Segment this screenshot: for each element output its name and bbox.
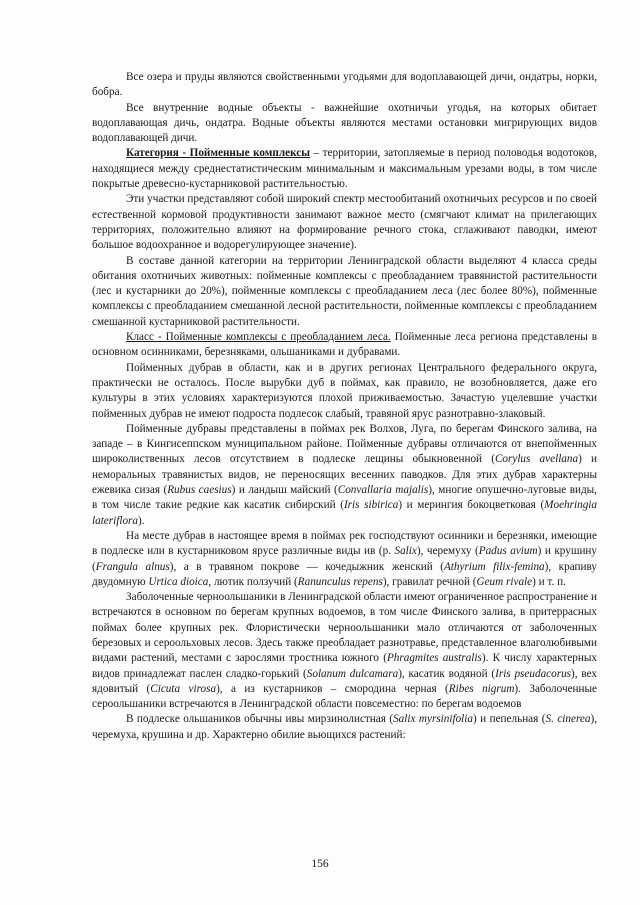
text-run: На месте дубрав в настоящее время в поймах рек господствуют осинники и березняки, имеющие в подлеске или в кустарниковом ярусе различные виды ив (р. — [92, 529, 597, 558]
species-name: Geum rivale — [476, 575, 533, 588]
text-run: ), вех ядовитый ( — [92, 667, 597, 695]
species-name: Phragmites australis — [386, 652, 482, 665]
paragraph — [92, 330, 597, 361]
text-run: Пойменные дубравы представлены в поймах рек Волхов, Луга, по берегам Финского залива, на западе – в Кингисеппском муниципальном районе. Пойменные дубравы отличаются от внепойменных широколиственных лесов отсутствием в подлеске лещины обыкновенной ( — [92, 422, 597, 466]
text-run: ) и т. п. — [532, 575, 566, 588]
species-name: Iris sibirica — [343, 499, 399, 512]
text-run: ) и неморальных травянистых видов, не переносящих весенних паводков. Для этих дубрав характерны ежевика сизая ( — [92, 453, 597, 497]
paragraph — [92, 192, 597, 253]
text-run: ). Заболоченные сероольшаники встречаются в Ленинградской области повсеместно: по берегам водоемов — [92, 682, 597, 711]
paragraph — [92, 712, 597, 743]
text-run: ), гравилат речной ( — [382, 575, 477, 588]
text-run: Пойменных дубрав в области, как и в других регионах Центрального федерального округа, практически не осталось. После вырубки дуб в поймах, как правило, не возобновляется, даже его культуры в этих условиях характеризуются плохой приживаемостью. Зачастую уцелевшие участки пойменных дубрав не имеют подроста подлесок слабый, травяной ярус разнотравно-злаковый. — [92, 361, 597, 420]
paragraph — [92, 70, 597, 101]
text-run: Все озера и пруды являются свойственными угодьями для водоплавающей дичи, ондатры, норки, бобра. — [92, 71, 597, 99]
species-name: S. cinerea — [545, 713, 591, 726]
species-name: Convallaria majalis — [337, 484, 429, 497]
text-run: ) и крушину ( — [92, 545, 598, 573]
species-name: Solanum dulcamara — [306, 667, 399, 680]
paragraph — [92, 590, 597, 712]
text-run: В составе данной категории на территории Ленинградской области выделяют 4 класса среды обитания охотничьих животных: пойменные комплексы с преобладанием травянистой растительности (лес и кустарники до 20%), пойменные комплексы с преобладанием леса (лес более 80%), пойменные комплексы с преобладанием смешанной лесной растительности, пойменные комплексы с преобладанием смешанной кустарниковой растительности. — [92, 254, 597, 328]
page-number: 156 — [311, 858, 329, 870]
text-run: ). — [138, 514, 145, 527]
species-name: Ranunculus repens — [297, 575, 383, 588]
text-run: Эти участки представляют собой широкий спектр местообитаний охотничьих ресурсов и по своей естественной кормовой продуктивности занимают важное место (смягчают климат на прилегающих территориях, положительно влияют на формирование речного стока, сглаживают паводки, имеют большое водоохранное и водорегулирующее значение). — [92, 193, 597, 252]
species-name: Rubus caesius — [167, 484, 232, 497]
text-run: ). К числу характерных видов принадлежат паслен сладко-горький ( — [92, 652, 597, 680]
text-run: ) и ландыш майский ( — [231, 484, 338, 497]
species-name: Athyrium filix-femina — [443, 560, 545, 573]
text-run: ), черемуха, крушина и др. Характерно обилие вьющихся растений: — [92, 713, 597, 741]
class-heading: Класс - Пойменные комплексы с преобладанием леса. — [126, 331, 391, 344]
text-run: В подлеске ольшаников обычны ивы мирзинолистная ( — [126, 713, 394, 726]
species-name: Iris pseudacorus — [495, 667, 572, 680]
text-run: ) и мерингия бокоцветковая ( — [398, 499, 545, 512]
text-run: ), крапиву двудомную — [92, 560, 597, 588]
category-heading: Категория - Пойменные комплексы — [126, 147, 310, 160]
text-run: ), а в травяном покрове — кочедыжник женский ( — [169, 560, 444, 573]
species-name: Salix myrsinifolia — [393, 713, 473, 726]
species-name: Ribes nigrum — [448, 682, 515, 695]
species-name: Salix — [394, 545, 417, 558]
page-body — [92, 70, 597, 743]
paragraph — [92, 146, 597, 192]
paragraph — [92, 254, 597, 330]
text-run: , лютик ползучий ( — [208, 575, 298, 588]
text-run: ), черемуху ( — [416, 545, 479, 558]
species-name: Frangula alnus — [95, 560, 170, 573]
text-run: Все внутренние водные объекты - важнейшие охотничьи угодья, на которых обитает водоплавающая дичь, ондатра. Водные объекты являются местами остановки мигрирующих видов водоплавающей дичи. — [92, 101, 597, 145]
species-name: Cicuta virosa — [150, 682, 217, 695]
species-name: Urtica dioica — [148, 575, 209, 588]
species-name: Moehringia lateriflora — [92, 499, 597, 527]
text-run: ) и пепельная ( — [472, 713, 546, 726]
text-run: – территории, затопляемые в период половодья водотоков, находящиеся между среднестатистическим минимальным и максимальным урезами воды, в том числе покрытые древесно-кустарниковой растительностью. — [92, 147, 597, 191]
text-run: ), а из кустарников – смородина черная ( — [216, 682, 449, 695]
paragraph — [92, 422, 597, 529]
paragraph — [92, 361, 597, 422]
paragraph — [92, 529, 597, 590]
text-run: Заболоченные черноольшаники в Ленинградской области имеют ограниченное распространение и встречаются в основном по берегам крупных водоемов, в том числе Финского залива, в притеррасных поймах более крупных рек. Флористически черноольшаники мало отличаются от заболоченных березовых и сероольховых лесов. Здесь также преобладает разнотравье, представленное влаголюбивыми видами растений, местами с зарослями тростника южного ( — [92, 591, 597, 665]
text-run: ), многие опушечно-луговые виды, в том числе такие редкие как касатик сибирский ( — [92, 484, 597, 512]
text-run: Пойменные леса региона представлены в основном осинниками, березняками, ольшаниками и дубравами. — [92, 331, 597, 359]
paragraph — [92, 101, 597, 147]
text-run: ), касатик водяной ( — [398, 667, 496, 680]
species-name: Corylus avellana — [494, 453, 579, 466]
species-name: Padus avium — [478, 545, 538, 558]
